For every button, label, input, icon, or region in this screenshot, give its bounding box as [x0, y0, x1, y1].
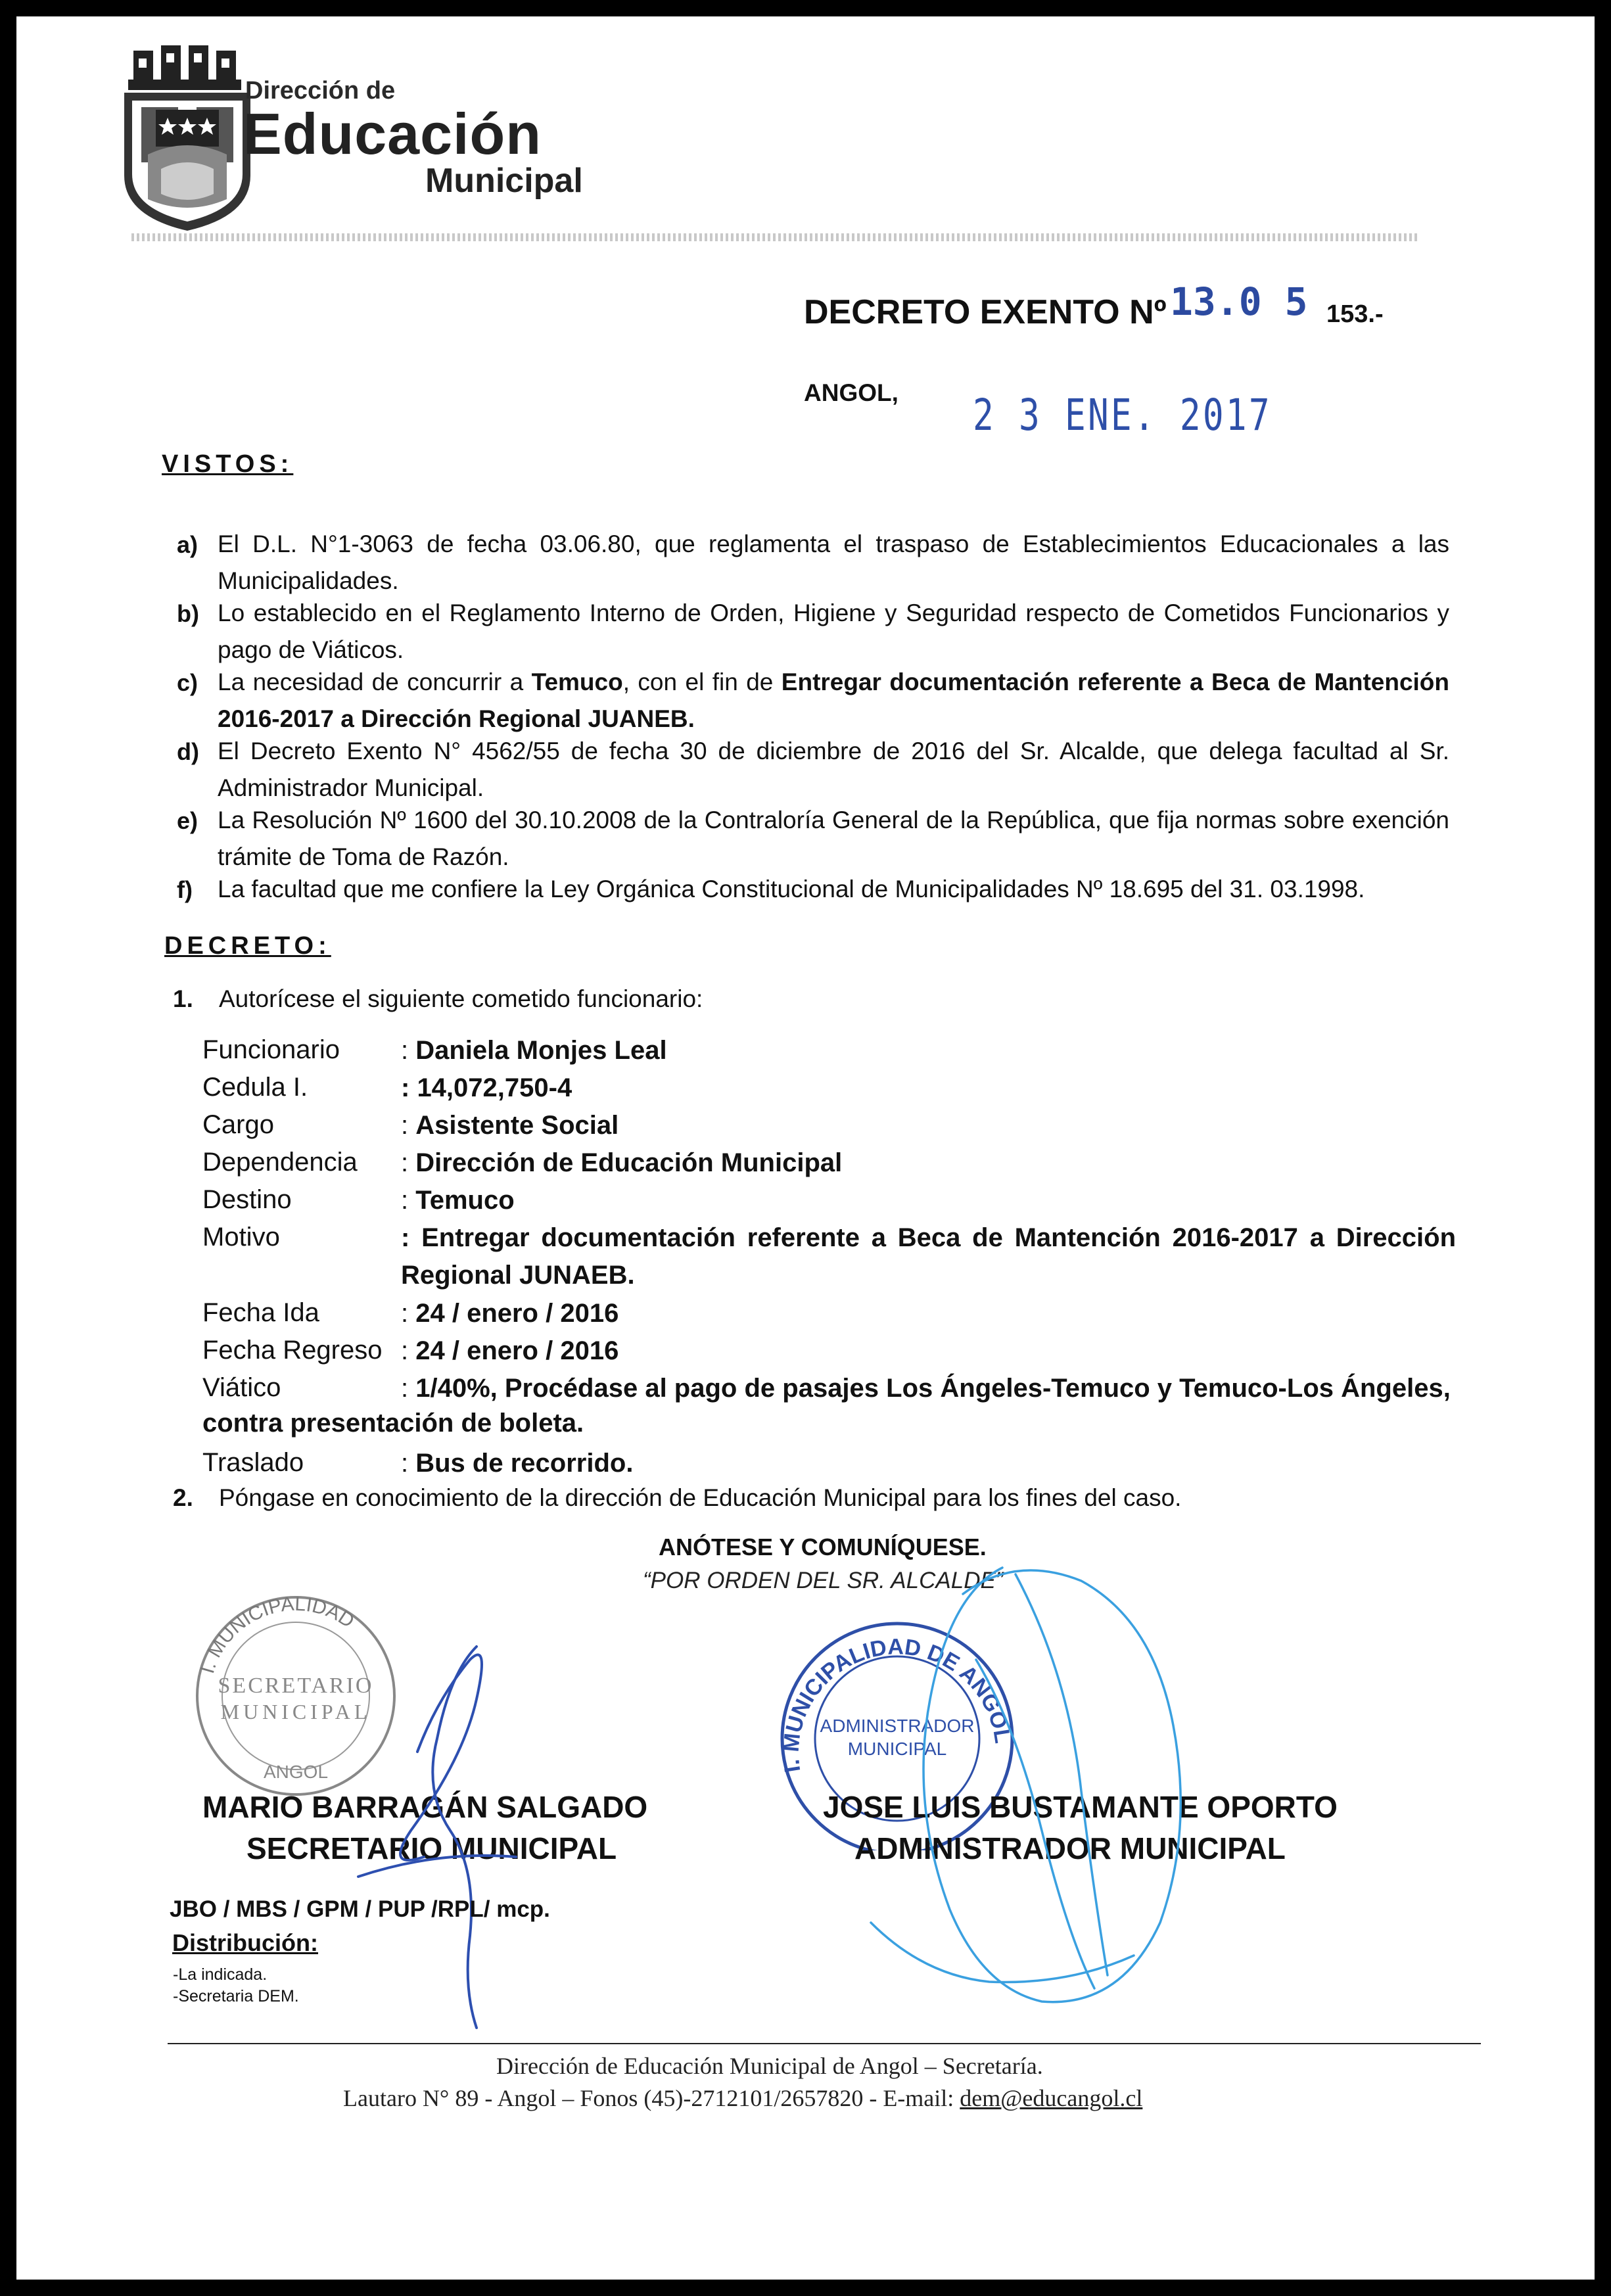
field-label-funcionario: Funcionario	[202, 1035, 340, 1064]
header-org-line1: Dirección de	[245, 77, 396, 105]
decreto-item2-text: Póngase en conocimiento de la dirección de Educación Municipal para los fines del caso.	[219, 1484, 1182, 1511]
vistos-item-b: Lo establecido en el Reglamento Interno de Orden, Higiene y Seguridad respecto de Cometidos Funcionarios y pago de Viáticos.	[218, 599, 1449, 663]
stamp-left-ring-text: I. MUNICIPALIDAD	[197, 1593, 358, 1676]
footer-address: Lautaro N° 89 - Angol – Fonos (45)-2712101/2657820 - E-mail:	[343, 2085, 960, 2111]
decreto-item1-text: Autorícese el siguiente cometido funcionario:	[219, 985, 703, 1012]
footer-line1: Dirección de Educación Municipal de Angol – Secretaría.	[496, 2053, 1043, 2079]
field-label-cedula: Cedula I.	[202, 1073, 308, 1102]
footer-email-link[interactable]: dem@educangol.cl	[960, 2085, 1143, 2111]
vistos-letter-f: f)	[177, 876, 193, 903]
vistos-heading: VISTOS:	[162, 450, 294, 478]
field-value-fecha-ida: : 24 / enero / 2016	[401, 1299, 619, 1328]
stamp-left-line1: SECRETARIO	[218, 1674, 374, 1698]
signatory-left-role: SECRETARIO MUNICIPAL	[246, 1831, 617, 1865]
field-value-viatico: : 1/40%, Procédase al pago de pasajes Los Ángeles-Temuco y Temuco-Los Ángeles,	[401, 1374, 1451, 1403]
stamp-right-line2: MUNICIPAL	[847, 1739, 947, 1759]
municipal-coat-of-arms-logo	[115, 44, 260, 233]
field-label-fecha-ida: Fecha Ida	[202, 1298, 319, 1327]
signatory-right-role: ADMINISTRADOR MUNICIPAL	[854, 1831, 1286, 1865]
cedula-value: 14,072,750-4	[417, 1073, 572, 1102]
cargo-value: Asistente Social	[415, 1111, 619, 1140]
motivo-value: Entregar documentación referente a Beca de Mantención 2016-2017 a Dirección Regional JUNAEB.	[401, 1223, 1457, 1290]
field-value-traslado: : Bus de recorrido.	[401, 1449, 634, 1478]
vistos-c-purpose: Entregar documentación referente a Beca de Mantención 2016-2017 a Dirección Regional JUANEB.	[218, 668, 1450, 732]
document-page	[16, 16, 1595, 2280]
stamp-left-bottom: ANGOL	[263, 1762, 329, 1782]
decreto-item1-number: 1.	[173, 985, 193, 1012]
vistos-item-c	[218, 664, 1449, 738]
field-value-fecha-regreso: : 24 / enero / 2016	[401, 1336, 619, 1365]
signatory-right-name: JOSE LUIS BUSTAMANTE OPORTO	[823, 1790, 1338, 1824]
distribucion-item: -Secretaria DEM.	[173, 1987, 299, 2005]
fecha-ida-value: 24 / enero / 2016	[415, 1299, 619, 1328]
decree-handwritten-number: 13.0 5	[1170, 279, 1308, 324]
field-label-viatico: Viático	[202, 1373, 281, 1402]
stamp-right-ring-text: I. MUNICIPALIDAD DE ANGOL	[778, 1634, 1016, 1774]
field-label-destino: Destino	[202, 1185, 292, 1214]
vistos-c-destination: Temuco	[531, 668, 623, 695]
decree-date-stamp: 2 3 ENE. 2017	[973, 390, 1272, 440]
decree-place: ANGOL,	[804, 379, 899, 406]
vistos-letter-b: b)	[177, 600, 199, 627]
closing-anotese: ANÓTESE Y COMUNÍQUESE.	[659, 1534, 987, 1560]
decreto-item2-number: 2.	[173, 1484, 193, 1511]
vistos-item-e: La Resolución Nº 1600 del 30.10.2008 de la Contraloría General de la República, que fija normas sobre exención trámite de Toma de Razón.	[218, 807, 1449, 870]
vistos-letter-d: d)	[177, 738, 199, 765]
distribucion-item: -La indicada.	[173, 1965, 268, 1984]
field-value-viatico-continuation: contra presentación de boleta.	[202, 1409, 584, 1438]
field-label-fecha-regreso: Fecha Regreso	[202, 1336, 383, 1365]
field-label-cargo: Cargo	[202, 1110, 274, 1139]
decree-title: DECRETO EXENTO Nº	[804, 293, 1167, 331]
vistos-letter-c: c)	[177, 669, 198, 696]
footer-line2	[343, 2084, 1142, 2112]
field-label-motivo: Motivo	[202, 1223, 280, 1252]
destino-value: Temuco	[415, 1186, 515, 1215]
vistos-c-pre: La necesidad de concurrir a	[218, 668, 532, 695]
footer-rule	[168, 2043, 1481, 2044]
vistos-c-mid: , con el fin de	[622, 668, 782, 695]
dependencia-value: Dirección de Educación Municipal	[415, 1148, 843, 1177]
vistos-letter-a: a)	[177, 531, 198, 558]
reference-initials: JBO / MBS / GPM / PUP /RPL/ mcp.	[170, 1896, 550, 1922]
signatory-left-name: MARIO BARRAGÁN SALGADO	[202, 1790, 648, 1824]
viatico-value: 1/40%, Procédase al pago de pasajes Los Ángeles-Temuco y Temuco-Los Ángeles,	[415, 1374, 1451, 1403]
header-dotted-rule	[131, 233, 1420, 241]
fecha-regreso-value: 24 / enero / 2016	[415, 1336, 619, 1365]
secretario-municipal-stamp	[184, 1581, 408, 1798]
decree-number: 153.-	[1326, 300, 1384, 328]
field-label-dependencia: Dependencia	[202, 1148, 358, 1177]
field-value-dependencia: : Dirección de Educación Municipal	[401, 1148, 843, 1177]
stamp-left-line2: MUNICIPAL	[220, 1700, 371, 1723]
field-value-cargo: : Asistente Social	[401, 1111, 619, 1140]
stamp-right-line1: ADMINISTRADOR	[820, 1716, 975, 1736]
field-value-motivo: : Entregar documentación referente a Beca de Mantención 2016-2017 a Dirección Regional JUNAEB.	[401, 1223, 1457, 1290]
decreto-heading: DECRETO:	[164, 932, 331, 960]
field-label-traslado: Traslado	[202, 1448, 304, 1477]
traslado-value: Bus de recorrido.	[415, 1449, 634, 1478]
header-org-line2: Educación	[243, 101, 542, 166]
vistos-letter-e: e)	[177, 807, 198, 834]
vistos-item-d: El Decreto Exento N° 4562/55 de fecha 30 de diciembre de 2016 del Sr. Alcalde, que delega facultad al Sr. Administrador Municipal.	[218, 738, 1449, 801]
header-org-line3: Municipal	[425, 162, 583, 200]
closing-por-orden: “POR ORDEN DEL SR. ALCALDE”	[643, 1568, 1004, 1593]
field-value-cedula: : 14,072,750-4	[401, 1073, 572, 1102]
funcionario-value: Daniela Monjes Leal	[415, 1036, 667, 1065]
vistos-item-f: La facultad que me confiere la Ley Orgánica Constitucional de Municipalidades Nº 18.695 del 31. 03.1998.	[218, 876, 1365, 902]
field-value-destino: : Temuco	[401, 1186, 515, 1215]
vistos-item-a: El D.L. N°1-3063 de fecha 03.06.80, que reglamenta el traspaso de Establecimientos Educacionales a las Municipalidades.	[218, 530, 1449, 594]
field-value-funcionario: : Daniela Monjes Leal	[401, 1036, 667, 1065]
distribucion-heading: Distribución:	[172, 1929, 318, 1956]
